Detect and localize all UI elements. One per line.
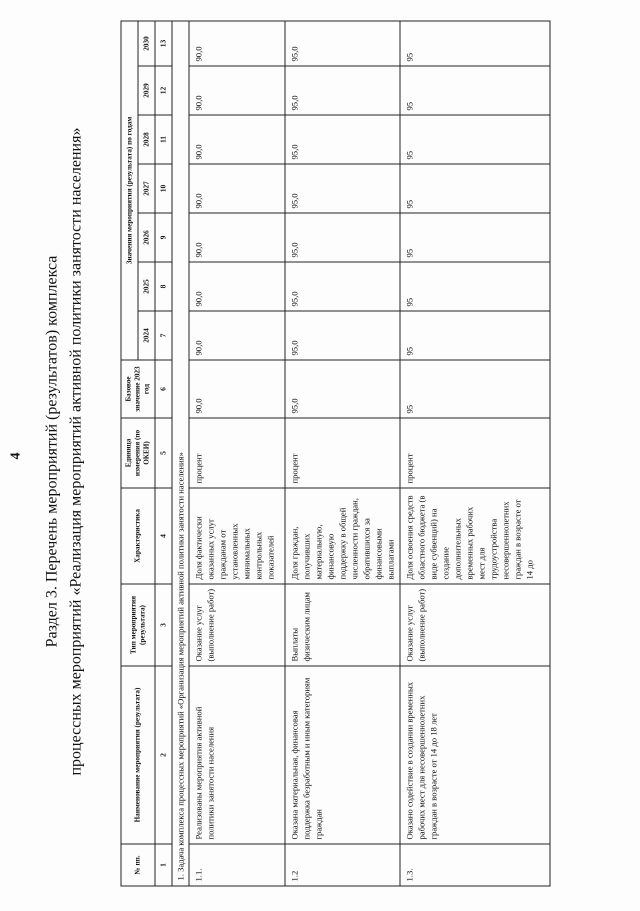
- header-name: Наименование мероприятия (результата): [121, 666, 155, 844]
- row-unit: процент: [400, 418, 550, 488]
- row-num: 1.3.: [400, 844, 550, 886]
- column-number: 9: [155, 213, 172, 262]
- row-value-2028: 95: [400, 115, 550, 164]
- header-values-group: Значения мероприятия (результата) по годам: [121, 21, 138, 360]
- row-value-2024: 90,0: [189, 311, 285, 360]
- row-value-2029: 95,0: [285, 66, 400, 115]
- row-value-2028: 95,0: [285, 115, 400, 164]
- column-number: 12: [155, 66, 172, 115]
- column-number: 10: [155, 164, 172, 213]
- row-name: Реализованы мероприятия активной политики занятости населения: [189, 666, 285, 844]
- header-unit: Единица измерения (по ОКЕИ): [121, 418, 155, 488]
- section-heading-line-1: Раздел 3. Перечень мероприятий (результатов) комплекса: [43, 255, 60, 647]
- table-row: [400, 21, 550, 886]
- column-number: 11: [155, 115, 172, 164]
- column-number: 8: [155, 262, 172, 311]
- table-row: [285, 21, 400, 886]
- header-year: 2026: [138, 213, 155, 262]
- column-number: 1: [155, 844, 172, 886]
- column-number: 5: [155, 418, 172, 488]
- header-year: 2024: [138, 311, 155, 360]
- row-value-2030: 90,0: [189, 21, 285, 66]
- header-base: Базовое значение 2023 год: [121, 360, 155, 418]
- task-title: 1. Задача комплекса процессных мероприятий «Организация мероприятий активной политики занятости населения»: [172, 21, 189, 886]
- header-year: 2029: [138, 66, 155, 115]
- row-characteristic: Доля граждан, получивших материальную, финансовую поддержку в общей численности граждан, обратившихся за финансовыми выплатами: [285, 488, 400, 584]
- row-value-2025: 90,0: [189, 262, 285, 311]
- row-unit: процент: [189, 418, 285, 488]
- column-numbers-row: [155, 21, 172, 886]
- column-number: 2: [155, 666, 172, 844]
- row-base: 95: [400, 360, 550, 418]
- column-number: 6: [155, 360, 172, 418]
- row-value-2030: 95: [400, 21, 550, 66]
- row-type: Оказание услуг (выполнение работ): [400, 584, 550, 666]
- header-year: 2027: [138, 164, 155, 213]
- row-base: 95,0: [285, 360, 400, 418]
- header-year: 2030: [138, 21, 155, 66]
- row-value-2027: 95: [400, 164, 550, 213]
- row-name: Оказано содействие в создании временных рабочих мест для несовершеннолетних граждан в возрасте от 14 до 18 лет: [400, 666, 550, 844]
- row-base: 90,0: [189, 360, 285, 418]
- header-year: 2028: [138, 115, 155, 164]
- row-value-2025: 95: [400, 262, 550, 311]
- row-unit: процент: [285, 418, 400, 488]
- column-number: 13: [155, 21, 172, 66]
- row-characteristic: Доля освоения средств областного бюджета (в виде субвенций) на создание дополнительных временных рабочих мест для трудоустройства несовершеннолетних граждан в возрасте от 14 до: [400, 488, 550, 584]
- row-value-2026: 95,0: [285, 213, 400, 262]
- table-row: [189, 21, 285, 886]
- row-type: Выплаты физическим лицам: [285, 584, 400, 666]
- column-number: 7: [155, 311, 172, 360]
- row-value-2026: 95: [400, 213, 550, 262]
- header-characteristic: Характеристика: [121, 488, 155, 584]
- row-value-2024: 95,0: [285, 311, 400, 360]
- section-heading: [40, 61, 88, 841]
- header-year: 2025: [138, 262, 155, 311]
- row-value-2026: 90,0: [189, 213, 285, 262]
- row-value-2029: 95: [400, 66, 550, 115]
- activities-table: [120, 20, 550, 886]
- header-type: Тип мероприятия (результата): [121, 584, 155, 666]
- row-name: Оказана материальная, финансовая поддержка безработным и иным категориям граждан: [285, 666, 400, 844]
- row-num: 1.2: [285, 844, 400, 886]
- header-num: № пп.: [121, 844, 155, 886]
- header-row-1: [121, 21, 138, 886]
- row-value-2028: 90,0: [189, 115, 285, 164]
- column-number: 4: [155, 488, 172, 584]
- row-value-2027: 90,0: [189, 164, 285, 213]
- row-characteristic: Доля фактически оказанных услуг гражданам от установленных минимальных контрольных показателей: [189, 488, 285, 584]
- section-heading-line-2: процессных мероприятий «Реализация мероприятий активной политики занятости населения»: [67, 127, 84, 775]
- column-number: 3: [155, 584, 172, 666]
- row-type: Оказание услуг (выполнение работ): [189, 584, 285, 666]
- row-value-2030: 95,0: [285, 21, 400, 66]
- row-value-2024: 95: [400, 311, 550, 360]
- row-value-2029: 90,0: [189, 66, 285, 115]
- page-number: 4: [8, 452, 23, 459]
- task-row: [172, 21, 189, 886]
- row-value-2025: 95,0: [285, 262, 400, 311]
- row-value-2027: 95,0: [285, 164, 400, 213]
- row-num: 1.1.: [189, 844, 285, 886]
